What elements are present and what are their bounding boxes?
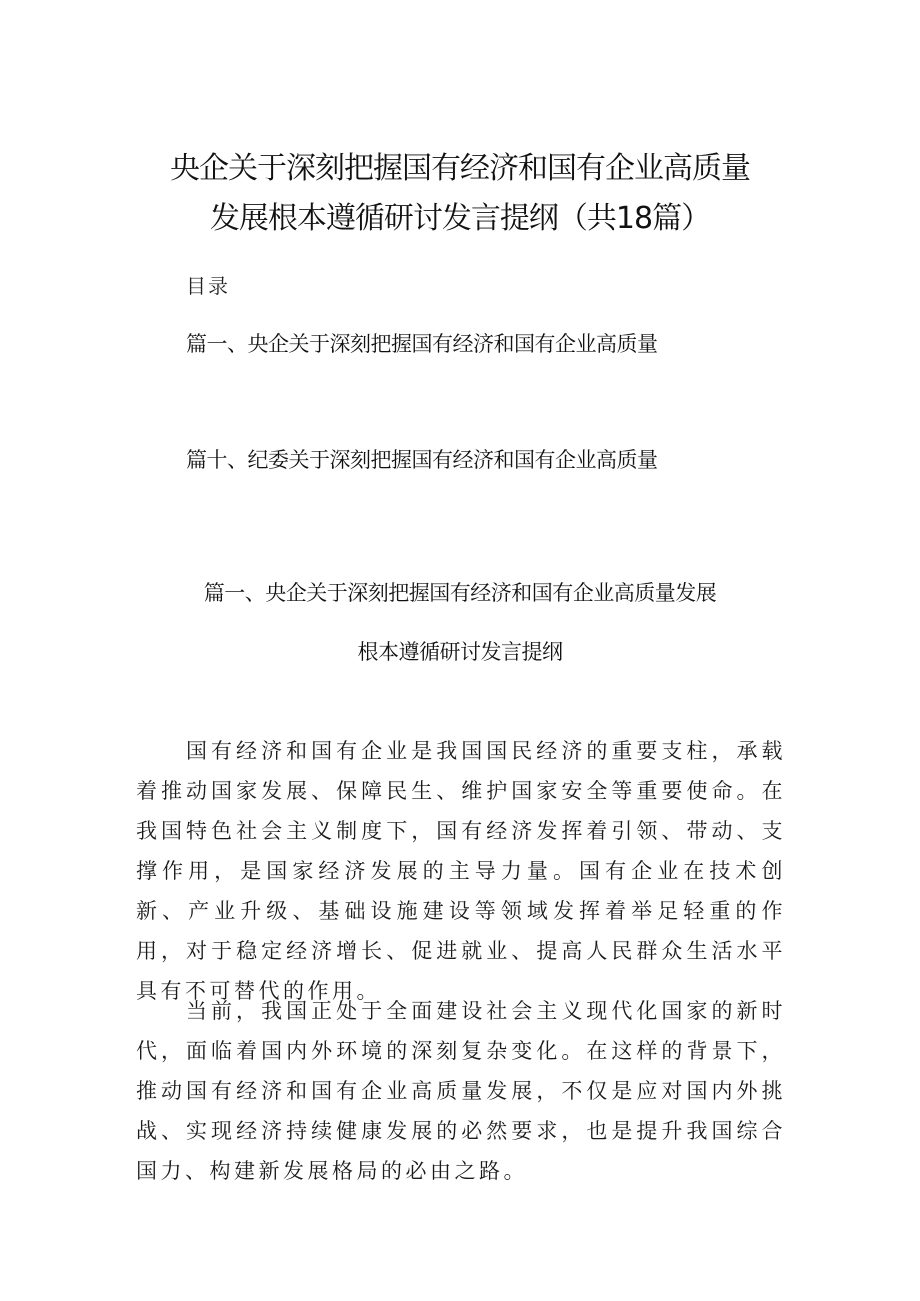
- body-paragraph: 国有经济和国有企业是我国国民经济的重要支柱，承载着推动国家发展、保障民生、维护国家安全等重要使命。在我国特色社会主义制度下，国有经济发挥着引领、带动、支撑作用，是国家经济发展的主导力量。国有企业在技术创新、产业升级、基础设施建设等领域发挥着举足轻重的作用，对于稳定经济增长、促进就业、提高人民群众生活水平具有不可替代的作用。: [136, 739, 786, 1003]
- section-title-line-2: 根本遵循研讨发言提纲: [357, 640, 563, 664]
- document-title-line-1: 央企关于深刻把握国有经济和国有企业高质量: [170, 151, 750, 186]
- toc-item[interactable]: 篇十、纪委关于深刻把握国有经济和国有企业高质量: [186, 448, 658, 472]
- toc-item[interactable]: 篇一、央企关于深刻把握国有经济和国有企业高质量: [186, 332, 658, 356]
- document-title-line-2: 发展根本遵循研讨发言提纲（共18篇）: [209, 201, 711, 236]
- toc-label: 目录: [186, 274, 230, 298]
- section-title-line-1: 篇一、央企关于深刻把握国有经济和国有企业高质量发展: [203, 581, 717, 605]
- body-paragraph: 当前，我国正处于全面建设社会主义现代化国家的新时代，面临着国内外环境的深刻复杂变化。在这样的背景下，推动国有经济和国有企业高质量发展，不仅是应对国内外挑战、实现经济持续健康发展的必然要求，也是提升我国综合国力、构建新发展格局的必由之路。: [136, 999, 786, 1183]
